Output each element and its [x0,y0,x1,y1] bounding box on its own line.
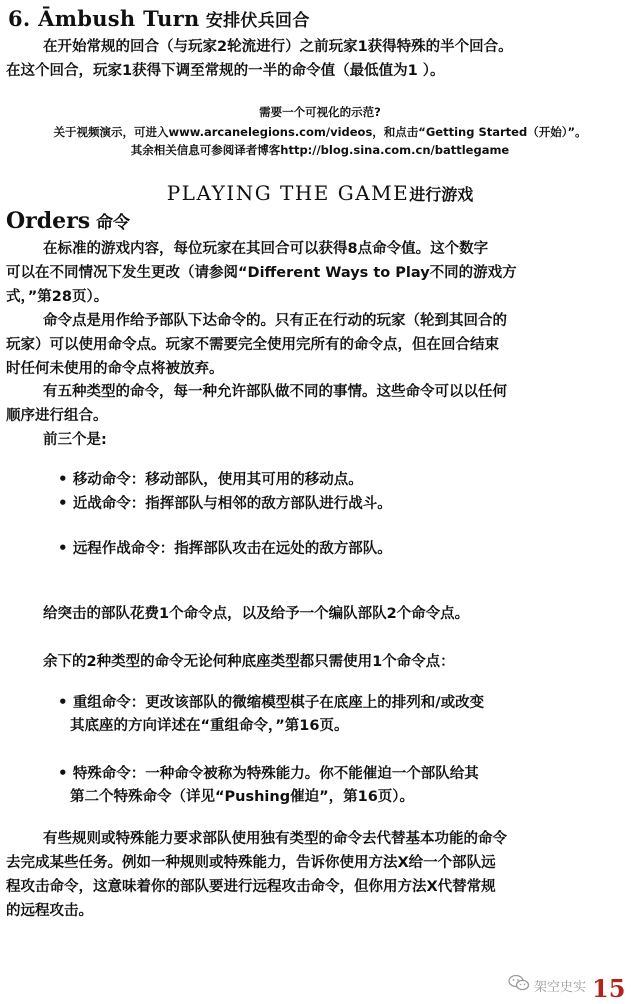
bullet-special [58,762,479,786]
bullet-ranged [58,537,392,561]
orders-heading-en: Orders [6,208,91,234]
banner-title-en: PLAYING THE GAME [166,181,410,205]
bullet-move-text: 移动命令：移动部队，使用其可用的移动点。 [72,472,363,488]
bullet-melee-text: 近战命令：指挥部队与相邻的敌方部队进行战斗。 [72,496,392,512]
watermark-text: 架空史实 [534,979,587,995]
final-para-line-4: 的远程攻击。 [6,903,93,919]
section-line-1: 在开始常规的回合（与玩家2轮流进行）之前玩家1获得特殊的半个回合。 [43,39,513,55]
section-heading-en: 6. Āmbush Turn [8,6,200,31]
bullet-special-line-2: 第二个特殊命令（详见“Pushing催迫”，第16页）。 [70,789,415,805]
para3-line-1: 有五种类型的命令，每一种允许部队做不同的事情。这些命令可以以任何 [43,384,507,400]
final-para-line-2: 去完成某些任务。例如一种规则或特殊能力，告诉你使用方法X给一个部队远 [6,855,496,871]
page-number: 15 [592,974,626,1003]
para1-line-1: 在标准的游戏内容，每位玩家在其回合可以获得8点命令值。这个数字 [43,241,489,257]
section-line-2: 在这个回合，玩家1获得下调至常规的一半的命令值（最低值为1 ）。 [6,63,445,79]
banner-title-cn: 进行游戏 [409,185,474,204]
video-note-question: 需要一个可视化的示范? [259,105,381,119]
bullet-dot: • [58,470,73,488]
bullet-regroup [58,691,484,715]
bullet-ranged-text: 远程作战命令：指挥部队攻击在远处的敌方部队。 [72,541,392,557]
playing-the-game-banner [0,181,640,205]
bullet-regroup-line-2: 其底座的方向详述在“重组命令，”第16页。 [70,718,349,734]
section-heading [8,6,310,31]
bullet-dot: • [58,693,73,711]
para1-line-3: 式，”第28页）。 [6,289,109,305]
bullet-move [58,468,363,492]
bullet-regroup-line-1: 重组命令：更改该部队的微缩模型棋子在底座上的排列和/或改变 [72,695,485,711]
para2-line-3: 时任何未使用的命令点将被放弃。 [6,361,224,377]
bullet-dot: • [58,539,73,557]
orders-heading [6,208,130,234]
video-note-blog: 其余相关信息可参阅译者博客http://blog.sina.com.cn/battlegame [130,143,510,157]
para1-line-2: 可以在不同情况下发生更改（请参阅“Different Ways to Play不同的游戏方 [6,265,517,281]
first-three-label: 前三个是: [43,432,107,448]
video-note-link: 关于视频演示，可进入www.arcanelegions.com/videos，和点击“Getting Started（开始）”。 [53,125,587,139]
bullet-dot: • [58,764,73,782]
para2-line-2: 玩家）可以使用命令点。玩家不需要完全使用完所有的命令点，但在回合结束 [6,337,499,353]
watermark [508,974,586,996]
bullet-special-line-1: 特殊命令：一种命令被称为特殊能力。你不能催迫一个部队给其 [72,766,479,782]
section-heading-cn: 安排伏兵回合 [199,11,310,31]
final-para-line-1: 有些规则或特殊能力要求部队使用独有类型的命令去代替基本功能的命令 [43,831,507,847]
remaining-orders-line: 余下的2种类型的命令无论何种底座类型都只需使用1个命令点： [43,654,455,670]
orders-heading-cn: 命令 [90,213,131,233]
final-para-line-3: 程攻击命令，这意味着你的部队要进行远程攻击命令，但你用方法X代替常规 [6,879,496,895]
bullet-melee [58,492,392,516]
para3-line-2: 顺序进行组合。 [6,408,108,424]
wechat-icon [508,974,530,996]
charge-cost-line: 给突击的部队花费1个命令点，以及给予一个编队部队2个命令点。 [43,606,470,622]
para2-line-1: 命令点是用作给予部队下达命令的。只有正在行动的玩家（轮到其回合的 [43,313,507,329]
bullet-dot: • [58,494,73,512]
